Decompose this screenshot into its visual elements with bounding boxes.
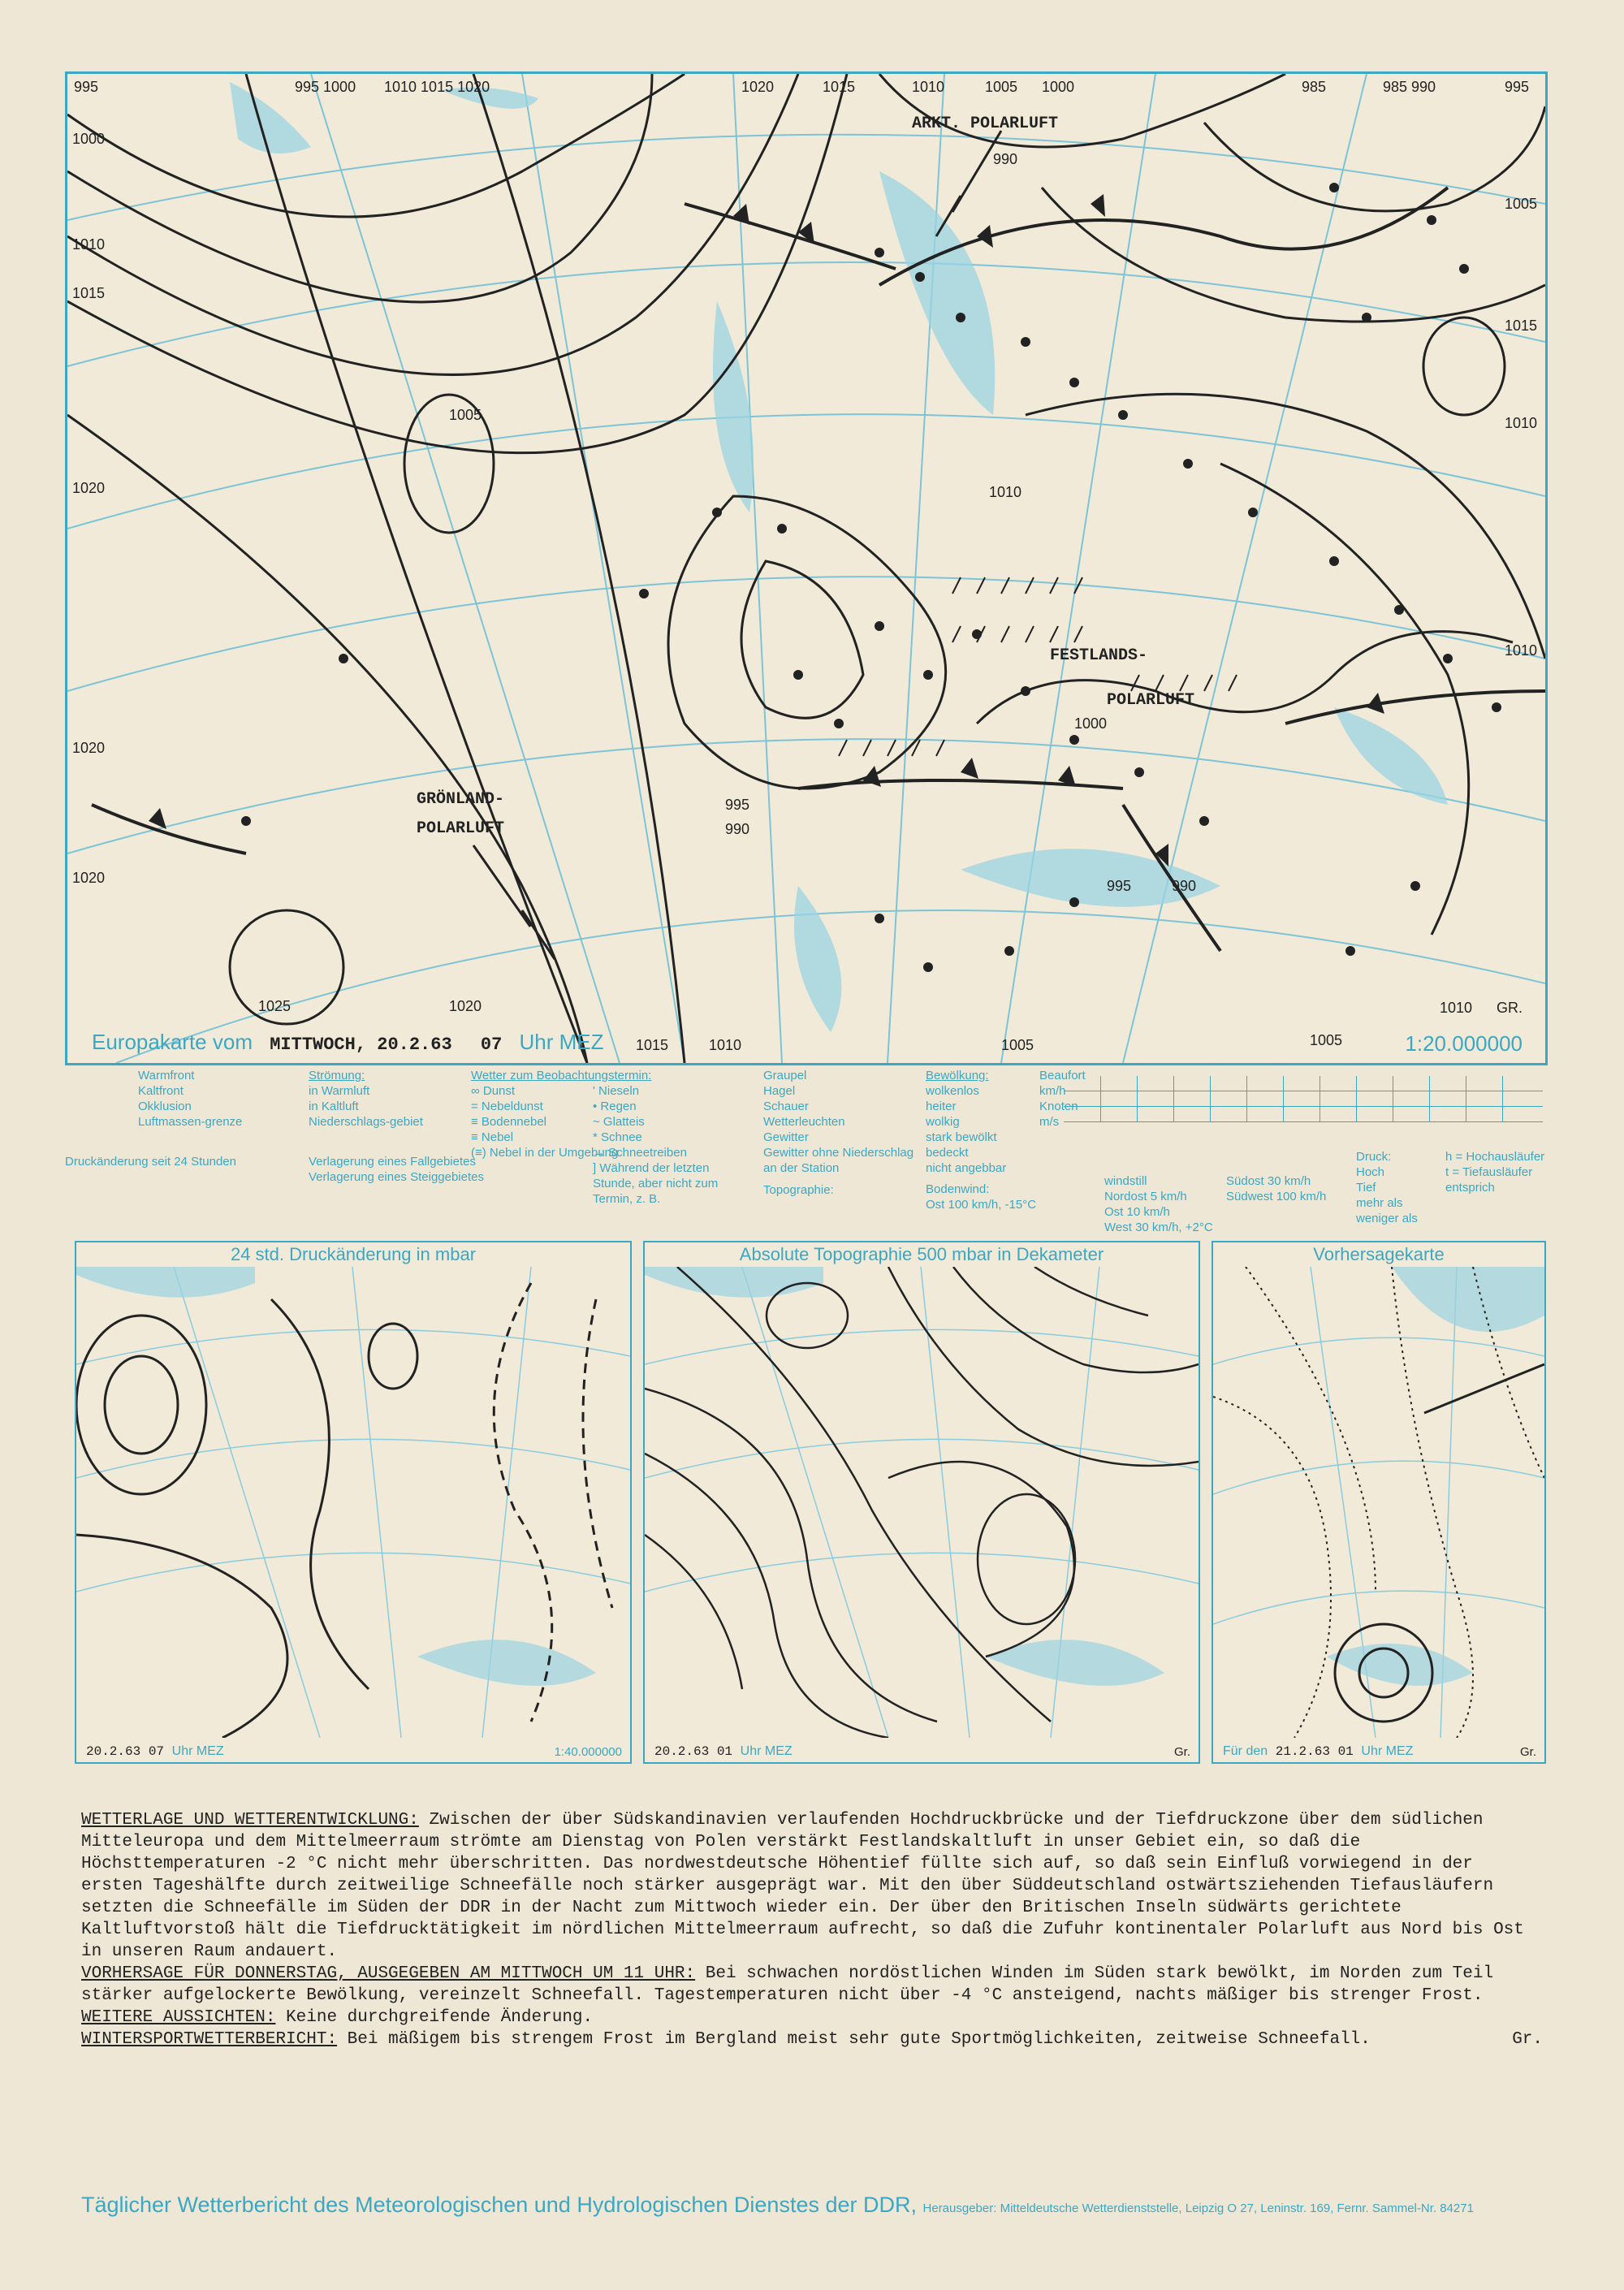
fronts	[92, 188, 1545, 951]
isobar-label: 985 990	[1383, 79, 1436, 95]
panel-title: Absolute Topographie 500 mbar in Dekameter	[739, 1244, 1104, 1264]
isobar-label: 1010	[1505, 415, 1538, 431]
footer-title: Täglicher Wetterbericht des Meteorologischen und Hydrologischen Dienstes der DDR,	[81, 2193, 917, 2217]
isobar-label: 1000	[1074, 715, 1108, 732]
legend-last-hour: ] Während der letzten Stunde, aber nicht zum Termin, z. B.	[593, 1161, 719, 1206]
map-scale: 1:20.000000	[1400, 1031, 1527, 1056]
legend-tiefauslaeufer: t = Tiefausläufer	[1445, 1165, 1533, 1179]
wind-scale-tick	[1283, 1107, 1284, 1121]
isobar-label: 985	[1302, 79, 1327, 95]
wind-scale-tick	[1210, 1076, 1211, 1091]
isobar-label: 990	[725, 821, 750, 837]
legend-stark-bewoelkt: stark bewölkt	[926, 1130, 997, 1144]
wind-scale-tick	[1429, 1076, 1430, 1091]
wind-scale-tick	[1283, 1091, 1284, 1106]
legend-wolkenlos: wolkenlos	[926, 1084, 979, 1098]
wind-scale-tick	[1246, 1107, 1247, 1121]
map-date: MITTWOCH, 20.2.63	[270, 1035, 452, 1055]
legend-knoten: Knoten	[1039, 1100, 1078, 1113]
wind-scale-tick	[1246, 1091, 1247, 1106]
isobar-label: 995	[1107, 878, 1132, 894]
legend-displacement-fall: Verlagerung eines Fallgebietes	[309, 1155, 476, 1169]
europe-weather-map	[65, 71, 1548, 1065]
legend-cloud-title: Bewölkung:	[926, 1069, 989, 1082]
legend-bodennebel: ≡ Bodennebel	[471, 1115, 546, 1129]
label-greenland: GRÖNLAND-	[417, 790, 505, 809]
legend-warmfront: Warmfront	[138, 1069, 195, 1082]
isobar-label: 990	[993, 151, 1018, 167]
legend-topo: Topographie:	[763, 1183, 834, 1197]
isobar-label: 1010	[912, 79, 945, 95]
wind-scale	[1064, 1076, 1543, 1133]
legend-flow-title: Strömung:	[309, 1069, 365, 1082]
legend-entsprich: entsprich	[1445, 1181, 1495, 1195]
precipitation-area	[839, 577, 1237, 756]
wind-scale-tick	[1429, 1091, 1430, 1106]
panel-500mbar-topography	[643, 1241, 1200, 1764]
isobar-label: 1010	[989, 484, 1022, 500]
legend-pressure-change: Druckänderung seit 24 Stunden	[65, 1155, 236, 1169]
legend-nebel: ≡ Nebel	[471, 1130, 514, 1144]
report-text-wintersport: Bei mäßigem bis strengem Frost im Bergland meist sehr gute Sportmöglichkeiten, zeitweise Schneefall.	[347, 2030, 1371, 2049]
legend-west-wind: West 30 km/h, +2°C	[1104, 1221, 1213, 1234]
isobar-label: 1005	[1310, 1032, 1343, 1048]
legend-graupel: Graupel	[763, 1069, 807, 1082]
label-continental: FESTLANDS-	[1050, 646, 1148, 665]
isobar-label: 1000	[72, 131, 106, 147]
map-hour: 07	[480, 1035, 503, 1055]
panel-suffix: Uhr MEZ	[171, 1744, 224, 1758]
legend-wetterleuchten: Wetterleuchten	[763, 1115, 845, 1129]
legend-okklusion: Okklusion	[138, 1100, 192, 1113]
caption-suffix: Uhr MEZ	[519, 1030, 604, 1054]
legend-hagel: Hagel	[763, 1084, 796, 1098]
footer-publisher: Herausgeber: Mitteldeutsche Wetterdienststelle, Leipzig O 27, Leninstr. 169, Fernr. Sammel-Nr. 84271	[922, 2201, 1474, 2215]
legend-east-wind: Ost 100 km/h, -15°C	[926, 1198, 1037, 1212]
wind-scale-tick	[1137, 1091, 1138, 1106]
legend-suedwest: Südwest 100 km/h	[1226, 1190, 1327, 1203]
coastlines	[230, 82, 1448, 1032]
legend-flow-cold: in Kaltluft	[309, 1100, 359, 1113]
legend-bedeckt: bedeckt	[926, 1146, 969, 1160]
panel-hour: 07	[148, 1744, 165, 1759]
panel-suffix: Uhr MEZ	[1361, 1744, 1414, 1758]
legend-regen: • Regen	[593, 1100, 637, 1113]
legend-flow-warm: in Warmluft	[309, 1084, 370, 1098]
panel-title: Vorhersagekarte	[1313, 1244, 1445, 1264]
legend-schnee: * Schnee	[593, 1130, 642, 1144]
wind-scale-tick	[1356, 1076, 1357, 1091]
report-text-situation: Zwischen der über Südskandinavien verlaufenden Hochdruckbrücke und der Tiefdruckzone über dem südlichen Mitteleuropa und dem Mittelmeerraum strömte am Dienstag von Polen verstärkt Festlandskaltluft in unser Gebiet ein, so daß die Höchsttemperaturen -2 °C nicht mehr überschritten. Das nordwestdeutsche Höhentief füllte sich auf, so daß sein Einfluß vorwiegend in der ersten Tageshälfte durch zeitweilige Schneefälle noch stärker ausgeprägt war. Mit den über Süddeutschland ostwärtsziehenden Tiefausläufern setzten die Schneefälle im Süden der DDR in der Nacht zum Mittwoch wieder ein. Der über den Britischen Inseln südwärts gerichtete Kaltluftvorstoß hält die Tiefdrucktätigkeit im nördlichen Mittelmeerraum aufrecht, so daß die Zufuhr kontinentaler Polarluft aus Nord bis Ost in unseren Raum andauert.	[81, 1811, 1524, 1961]
wind-scale-tick	[1100, 1091, 1101, 1106]
legend-ground-wind	[926, 1182, 1104, 1212]
map-drawing	[67, 74, 1545, 1063]
wind-scale-tick	[1502, 1076, 1503, 1091]
legend-dunst: ∞ Dunst	[471, 1084, 516, 1098]
legend-ground-wind-title: Bodenwind:	[926, 1182, 990, 1196]
isobar-label: 995	[1505, 79, 1530, 95]
panel-topography-map	[645, 1267, 1199, 1738]
label-polar-air-2: POLARLUFT	[417, 819, 505, 838]
report-text-forecast: Bei schwachen nordöstlichen Winden im Süden stark bewölkt, im Norden zum Teil stärker aufgelockerte Bewölkung, vereinzelt Schneefall. Tagestemperaturen nicht über -4 °C ansteigend, nachts mäßiger bis strenger Frost.	[81, 1964, 1494, 2005]
legend-schauer: Schauer	[763, 1100, 809, 1113]
wind-scale-tick	[1246, 1076, 1247, 1091]
panel-date: 20.2.63	[654, 1744, 710, 1759]
legend-kmh: km/h	[1039, 1084, 1066, 1098]
wind-scale-tick	[1356, 1091, 1357, 1106]
legend-windstill: windstill	[1104, 1174, 1147, 1188]
panel-forecast-map	[1212, 1241, 1546, 1764]
isobar-label: 1015	[72, 285, 106, 301]
isobar-label: 1015	[823, 79, 856, 95]
wind-scale-tick	[1137, 1076, 1138, 1091]
legend-nebeldunst: = Nebeldunst	[471, 1100, 543, 1113]
isobar-label: 995	[74, 79, 99, 95]
wind-scale-tick	[1137, 1107, 1138, 1121]
label-arctic-polar-air: ARKT. POLARLUFT	[912, 114, 1059, 133]
panel-mark: Gr.	[1519, 1745, 1536, 1759]
panel-footer	[654, 1744, 793, 1759]
isobar-label: 1020	[741, 79, 775, 95]
report-heading-wintersport: WINTERSPORTWETTERBERICHT:	[81, 2030, 338, 2049]
weather-report	[81, 1809, 1543, 2050]
wind-scale-tick	[1429, 1107, 1430, 1121]
wind-scale-tick	[1173, 1091, 1174, 1106]
isobar-label: 1005	[1001, 1037, 1034, 1053]
wind-scale-tick	[1173, 1107, 1174, 1121]
isobar-label: 1025	[258, 998, 292, 1014]
panel-footer	[86, 1744, 224, 1759]
legend-precip-area: Niederschlags-gebiet	[309, 1115, 423, 1129]
legend-nordost: Nordost 5 km/h	[1104, 1190, 1187, 1203]
footer	[81, 2193, 1543, 2218]
wind-scale-tick	[1173, 1076, 1174, 1091]
map-caption	[92, 1030, 604, 1055]
isobar-label: 1005	[1505, 196, 1538, 212]
isobar-label: 1020	[449, 998, 482, 1014]
legend-flow	[309, 1068, 484, 1185]
legend	[65, 1068, 1543, 1247]
isobar-label: 1010	[1505, 642, 1538, 659]
wind-scale-tick	[1502, 1107, 1503, 1121]
legend-suedost: Südost 30 km/h	[1226, 1174, 1311, 1188]
isobar-label: 1015	[636, 1037, 669, 1053]
legend-ms: m/s	[1039, 1115, 1060, 1129]
legend-cloud	[926, 1068, 1056, 1176]
legend-schneetreiben: → Schneetreiben	[593, 1146, 687, 1160]
legend-gewitter-ohne: Gewitter ohne Niederschlag an der Station	[763, 1146, 914, 1175]
legend-displacement-rise: Verlagerung eines Steiggebietes	[309, 1170, 484, 1184]
legend-nicht-angebbar: nicht angebbar	[926, 1161, 1007, 1175]
panel-suffix: Uhr MEZ	[740, 1744, 793, 1758]
legend-hochauslaeufer: h = Hochausläufer	[1445, 1150, 1545, 1164]
panel-scale: 1:40.000000	[554, 1745, 622, 1759]
legend-weather-b	[593, 1083, 747, 1207]
panel-mark: Gr.	[1173, 1745, 1190, 1759]
panel-pressure-change-map	[76, 1267, 630, 1738]
isobar-label: 1010	[709, 1037, 742, 1053]
isobar-label: 995 1000	[295, 79, 356, 95]
wind-scale-tick	[1502, 1091, 1503, 1106]
legend-beaufort-label: Beaufort	[1039, 1069, 1086, 1082]
panel-hour: 01	[716, 1744, 733, 1759]
report-wintersport	[81, 2029, 1543, 2050]
legend-ground-wind-values-b	[1226, 1173, 1348, 1204]
legend-hoch: Hoch	[1356, 1165, 1385, 1179]
legend-gewitter: Gewitter	[763, 1130, 809, 1144]
isobar-label: 995	[725, 797, 750, 813]
caption-prefix: Europakarte vom	[92, 1030, 253, 1054]
report-forecast	[81, 1963, 1543, 2007]
panel-forecast-drawing	[1213, 1267, 1544, 1738]
isobar-label: 1010	[1440, 1000, 1473, 1016]
legend-wolkig: wolkig	[926, 1115, 960, 1129]
map-signature: GR.	[1497, 1000, 1523, 1016]
report-heading-forecast: VORHERSAGE FÜR DONNERSTAG, AUSGEGEBEN AM MITTWOCH UM 11 UHR:	[81, 1964, 696, 1983]
legend-mehr-als: mehr als	[1356, 1196, 1403, 1210]
report-heading-situation: WETTERLAGE UND WETTERENTWICKLUNG:	[81, 1811, 419, 1830]
legend-pressure-b	[1445, 1149, 1543, 1195]
panel-title: 24 std. Druckänderung in mbar	[230, 1244, 477, 1264]
report-heading-outlook: WEITERE AUSSICHTEN:	[81, 2008, 276, 2027]
isobar-label: 1015	[1505, 318, 1538, 334]
panel-footer	[1223, 1744, 1413, 1759]
legend-pressure-title: Druck:	[1356, 1150, 1392, 1164]
panel-prefix: Für den	[1223, 1744, 1268, 1758]
legend-tief: Tief	[1356, 1181, 1376, 1195]
panel-date: 21.2.63	[1275, 1744, 1330, 1759]
legend-fronts	[65, 1068, 243, 1169]
legend-heiter: heiter	[926, 1100, 957, 1113]
report-text-outlook: Keine durchgreifende Änderung.	[286, 2008, 594, 2027]
report-situation	[81, 1809, 1543, 1963]
wind-scale-tick	[1100, 1107, 1101, 1121]
wind-scale-tick	[1210, 1107, 1211, 1121]
panel-pressure-change	[75, 1241, 632, 1764]
wind-scale-tick	[1100, 1076, 1101, 1091]
report-signature: Gr.	[1512, 2030, 1543, 2049]
wind-scale-tick	[1283, 1076, 1284, 1091]
label-polar-air-1: POLARLUFT	[1107, 691, 1195, 710]
isobar-label: 1005	[449, 407, 482, 423]
legend-luftmassengrenze: Luftmassen-grenze	[138, 1115, 243, 1129]
legend-weather-title: Wetter zum Beobachtungstermin:	[471, 1069, 652, 1082]
isobar-label: 1010	[72, 236, 106, 253]
panel-date: 20.2.63	[86, 1744, 141, 1759]
panel-hour: 01	[1337, 1744, 1354, 1759]
isobar-label: 1020	[72, 870, 106, 886]
isobar-label: 1010 1015 1020	[384, 79, 490, 95]
legend-glatteis: ~ Glatteis	[593, 1115, 645, 1129]
isobar-label: 1005	[985, 79, 1018, 95]
legend-weather-c	[763, 1068, 926, 1198]
isobar-label: 1000	[1042, 79, 1075, 95]
isobar-label: 1020	[72, 740, 106, 756]
report-outlook	[81, 2007, 1543, 2029]
legend-nieseln: ' Nieseln	[593, 1084, 640, 1098]
legend-nebel-umgebung: (≡) Nebel in der Umgebung	[471, 1146, 619, 1160]
legend-weniger-als: weniger als	[1356, 1212, 1418, 1225]
isobar-label: 1020	[72, 480, 106, 496]
isobar-label: 990	[1172, 878, 1197, 894]
wind-scale-tick	[1356, 1107, 1357, 1121]
wind-scale-tick	[1210, 1091, 1211, 1106]
legend-ost: Ost 10 km/h	[1104, 1205, 1170, 1219]
legend-kaltfront: Kaltfront	[138, 1084, 184, 1098]
